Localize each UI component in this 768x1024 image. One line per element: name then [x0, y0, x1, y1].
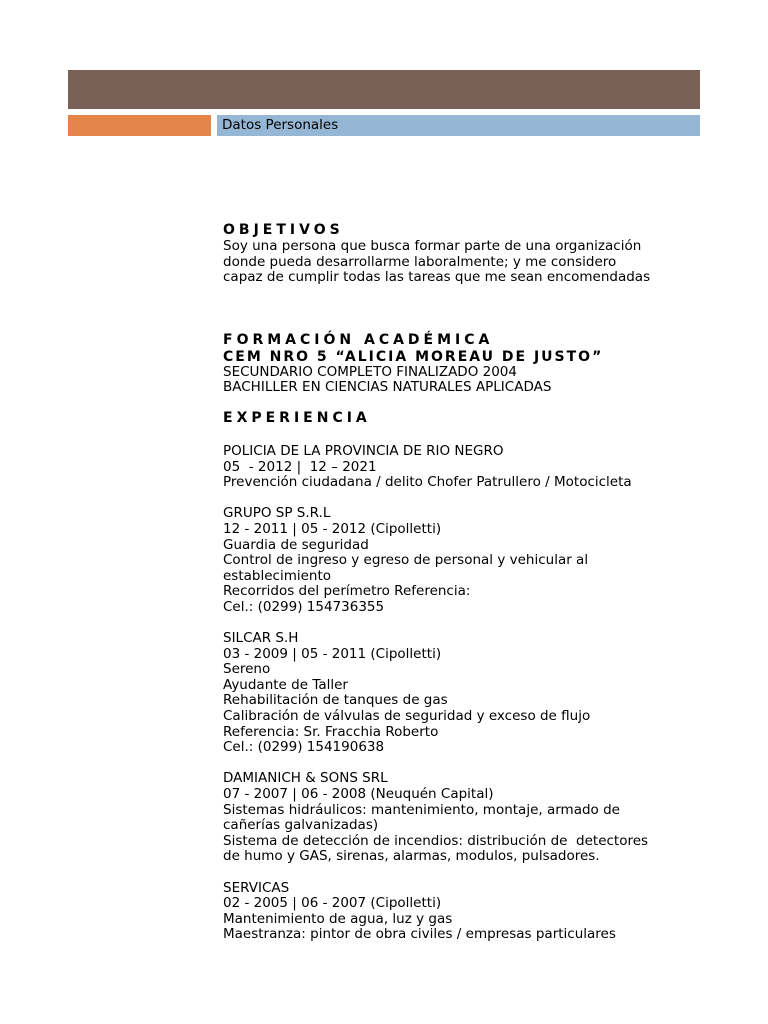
job-line: 07 - 2007 | 06 - 2008 (Neuquén Capital) — [223, 786, 494, 803]
job-entry — [223, 506, 703, 615]
objetivos-line: donde pueda desarrollarme laboralmente; y me considero — [223, 253, 617, 270]
job-line: Control de ingreso y egreso de personal y vehicular al — [223, 552, 589, 569]
job-line: Sistemas hidráulicos: mantenimiento, montaje, armado de — [223, 801, 620, 818]
objetivos-line: Soy una persona que busca formar parte de una organización — [223, 238, 642, 254]
job-line: 02 - 2005 | 06 - 2007 (Cipolletti) — [223, 895, 442, 912]
resume-body — [223, 222, 703, 943]
formacion-line: BACHILLER EN CIENCIAS NATURALES APLICADAS — [223, 379, 552, 396]
formacion-title: FORMACIÓN ACADÉMICA — [223, 331, 494, 348]
objetivos-line: capaz de cumplir todas las tareas que me sean encomendadas — [223, 269, 651, 286]
objetivos-section — [223, 222, 703, 286]
job-line: GRUPO SP S.R.L — [223, 505, 331, 522]
job-line: Prevención ciudadana / delito Chofer Patrullero / Motocicleta — [223, 474, 632, 491]
header-brown-bar — [68, 70, 700, 109]
job-line: Maestranza: pintor de obra civiles / empresas particulares — [223, 926, 616, 943]
job-line: Referencia: Sr. Fracchia Roberto — [223, 723, 439, 740]
formacion-line: SECUNDARIO COMPLETO FINALIZADO 2004 — [223, 363, 517, 380]
job-line: establecimiento — [223, 567, 332, 584]
experiencia-title: EXPERIENCIA — [223, 409, 371, 426]
job-line: SILCAR S.H — [223, 630, 299, 647]
job-entry — [223, 881, 703, 943]
job-line: Cel.: (0299) 154190638 — [223, 739, 385, 756]
job-line: Cel.: (0299) 154736355 — [223, 598, 385, 615]
job-line: 05 - 2012 | 12 – 2021 — [223, 458, 377, 475]
formacion-school: CEM NRO 5 “ALICIA MOREAU DE JUSTO” — [223, 348, 604, 365]
job-line: Guardia de seguridad — [223, 536, 369, 553]
job-line: cañerías galvanizadas) — [223, 817, 379, 834]
job-line: Rehabilitación de tanques de gas — [223, 692, 448, 709]
formacion-section — [223, 332, 703, 396]
section-label: Datos Personales — [222, 117, 339, 133]
job-entry — [223, 631, 703, 756]
job-entry — [223, 444, 703, 491]
header-section-bar — [217, 115, 700, 136]
job-line: Sereno — [223, 661, 271, 678]
job-line: DAMIANICH & SONS SRL — [223, 770, 388, 787]
job-line: Recorridos del perímetro Referencia: — [223, 583, 471, 600]
job-line: 03 - 2009 | 05 - 2011 (Cipolletti) — [223, 645, 442, 662]
job-line: Ayudante de Taller — [223, 676, 348, 693]
job-line: Mantenimiento de agua, luz y gas — [223, 910, 453, 927]
job-line: Sistema de detección de incendios: distribución de detectores — [223, 832, 649, 849]
objetivos-title: OBJETIVOS — [223, 222, 344, 238]
job-line: de humo y GAS, sirenas, alarmas, modulos, pulsadores. — [223, 848, 600, 865]
job-entry — [223, 771, 703, 865]
experiencia-section — [223, 410, 703, 943]
header-orange-block — [68, 115, 211, 136]
job-line: 12 - 2011 | 05 - 2012 (Cipolletti) — [223, 520, 442, 537]
job-line: SERVICAS — [223, 879, 290, 896]
job-line: Calibración de válvulas de seguridad y exceso de flujo — [223, 708, 591, 725]
job-line: POLICIA DE LA PROVINCIA DE RIO NEGRO — [223, 442, 504, 459]
